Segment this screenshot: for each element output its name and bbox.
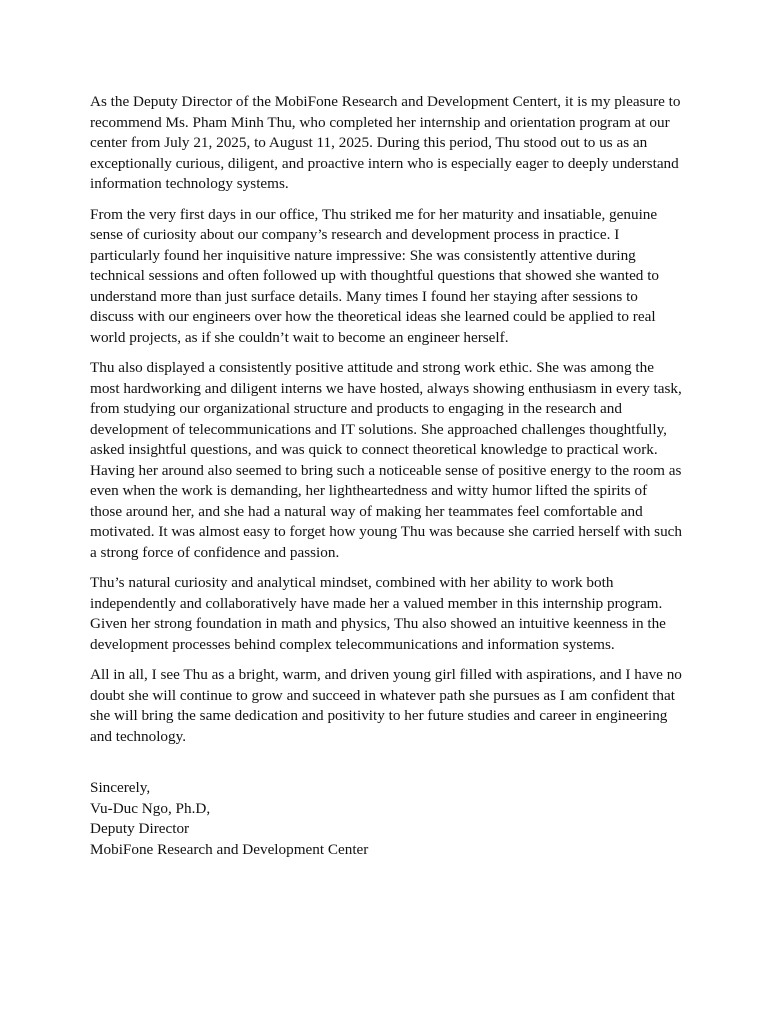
paragraph-conclusion: All in all, I see Thu as a bright, warm, and driven young girl filled with aspirations, and I have no doubt she will continue to grow and succeed in whatever path she pursues as I am confident that she will bring the same dedication and positivity to her future studies and career in engineering and technology.	[90, 666, 682, 745]
paragraph-curiosity: From the very first days in our office, Thu striked me for her maturity and insatiable, genuine sense of curiosity about our company’s research and development process in practice. I particularly found her inquisitive nature impressive: She was consistently attentive during technical sessions and often followed up with thoughtful questions that showed she wanted to understand more than just surface details. Many times I found her staying after sessions to discuss with our engineers over how the theoretical ideas she learned could be applied to real world projects, as if she couldn’t wait to become an engineer herself.	[90, 205, 660, 346]
signer-organization: MobiFone Research and Development Center	[90, 840, 369, 858]
closing-salutation: Sincerely,	[90, 779, 151, 796]
paragraph-analytical: Thu’s natural curiosity and analytical mindset, combined with her ability to work both independently and collaboratively have made her a valued member in this internship program. Given her strong foundation in math and physics, Thu also showed an intuitive keenness in the development processes behind complex telecommunications and information systems.	[90, 574, 666, 653]
letter-body	[90, 92, 682, 860]
signer-name: Vu-Duc Ngo, Ph.D,	[90, 799, 211, 817]
paragraph-work-ethic: Thu also displayed a consistently positive attitude and strong work ethic. She was among the most hardworking and diligent interns we have hosted, always showing enthusiasm in every task, from studying our organizational structure and products to engaging in the research and development of telecommunications and IT solutions. She approached challenges thoughtfully, asked insightful questions, and was quick to connect theoretical knowledge to practical work. Having her around also seemed to bring such a noticeable sense of positive energy to the room as even when the work is demanding, her lightheartedness and witty humor lifted the spirits of those around her, and she had a natural way of making her teammates feel comfortable and motivated. It was almost easy to forget how young Thu was because she carried herself with such a strong force of confidence and passion.	[90, 359, 683, 561]
paragraph-intro: As the Deputy Director of the MobiFone Research and Development Centert, it is my pleasure to recommend Ms. Pham Minh Thu, who completed her internship and orientation program at our center from July 21, 2025, to August 11, 2025. During this period, Thu stood out to us as an exceptionally curious, diligent, and proactive intern who is especially eager to deeply understand information technology systems.	[90, 93, 681, 192]
signer-title: Deputy Director	[90, 820, 190, 837]
signature-block	[90, 778, 682, 860]
